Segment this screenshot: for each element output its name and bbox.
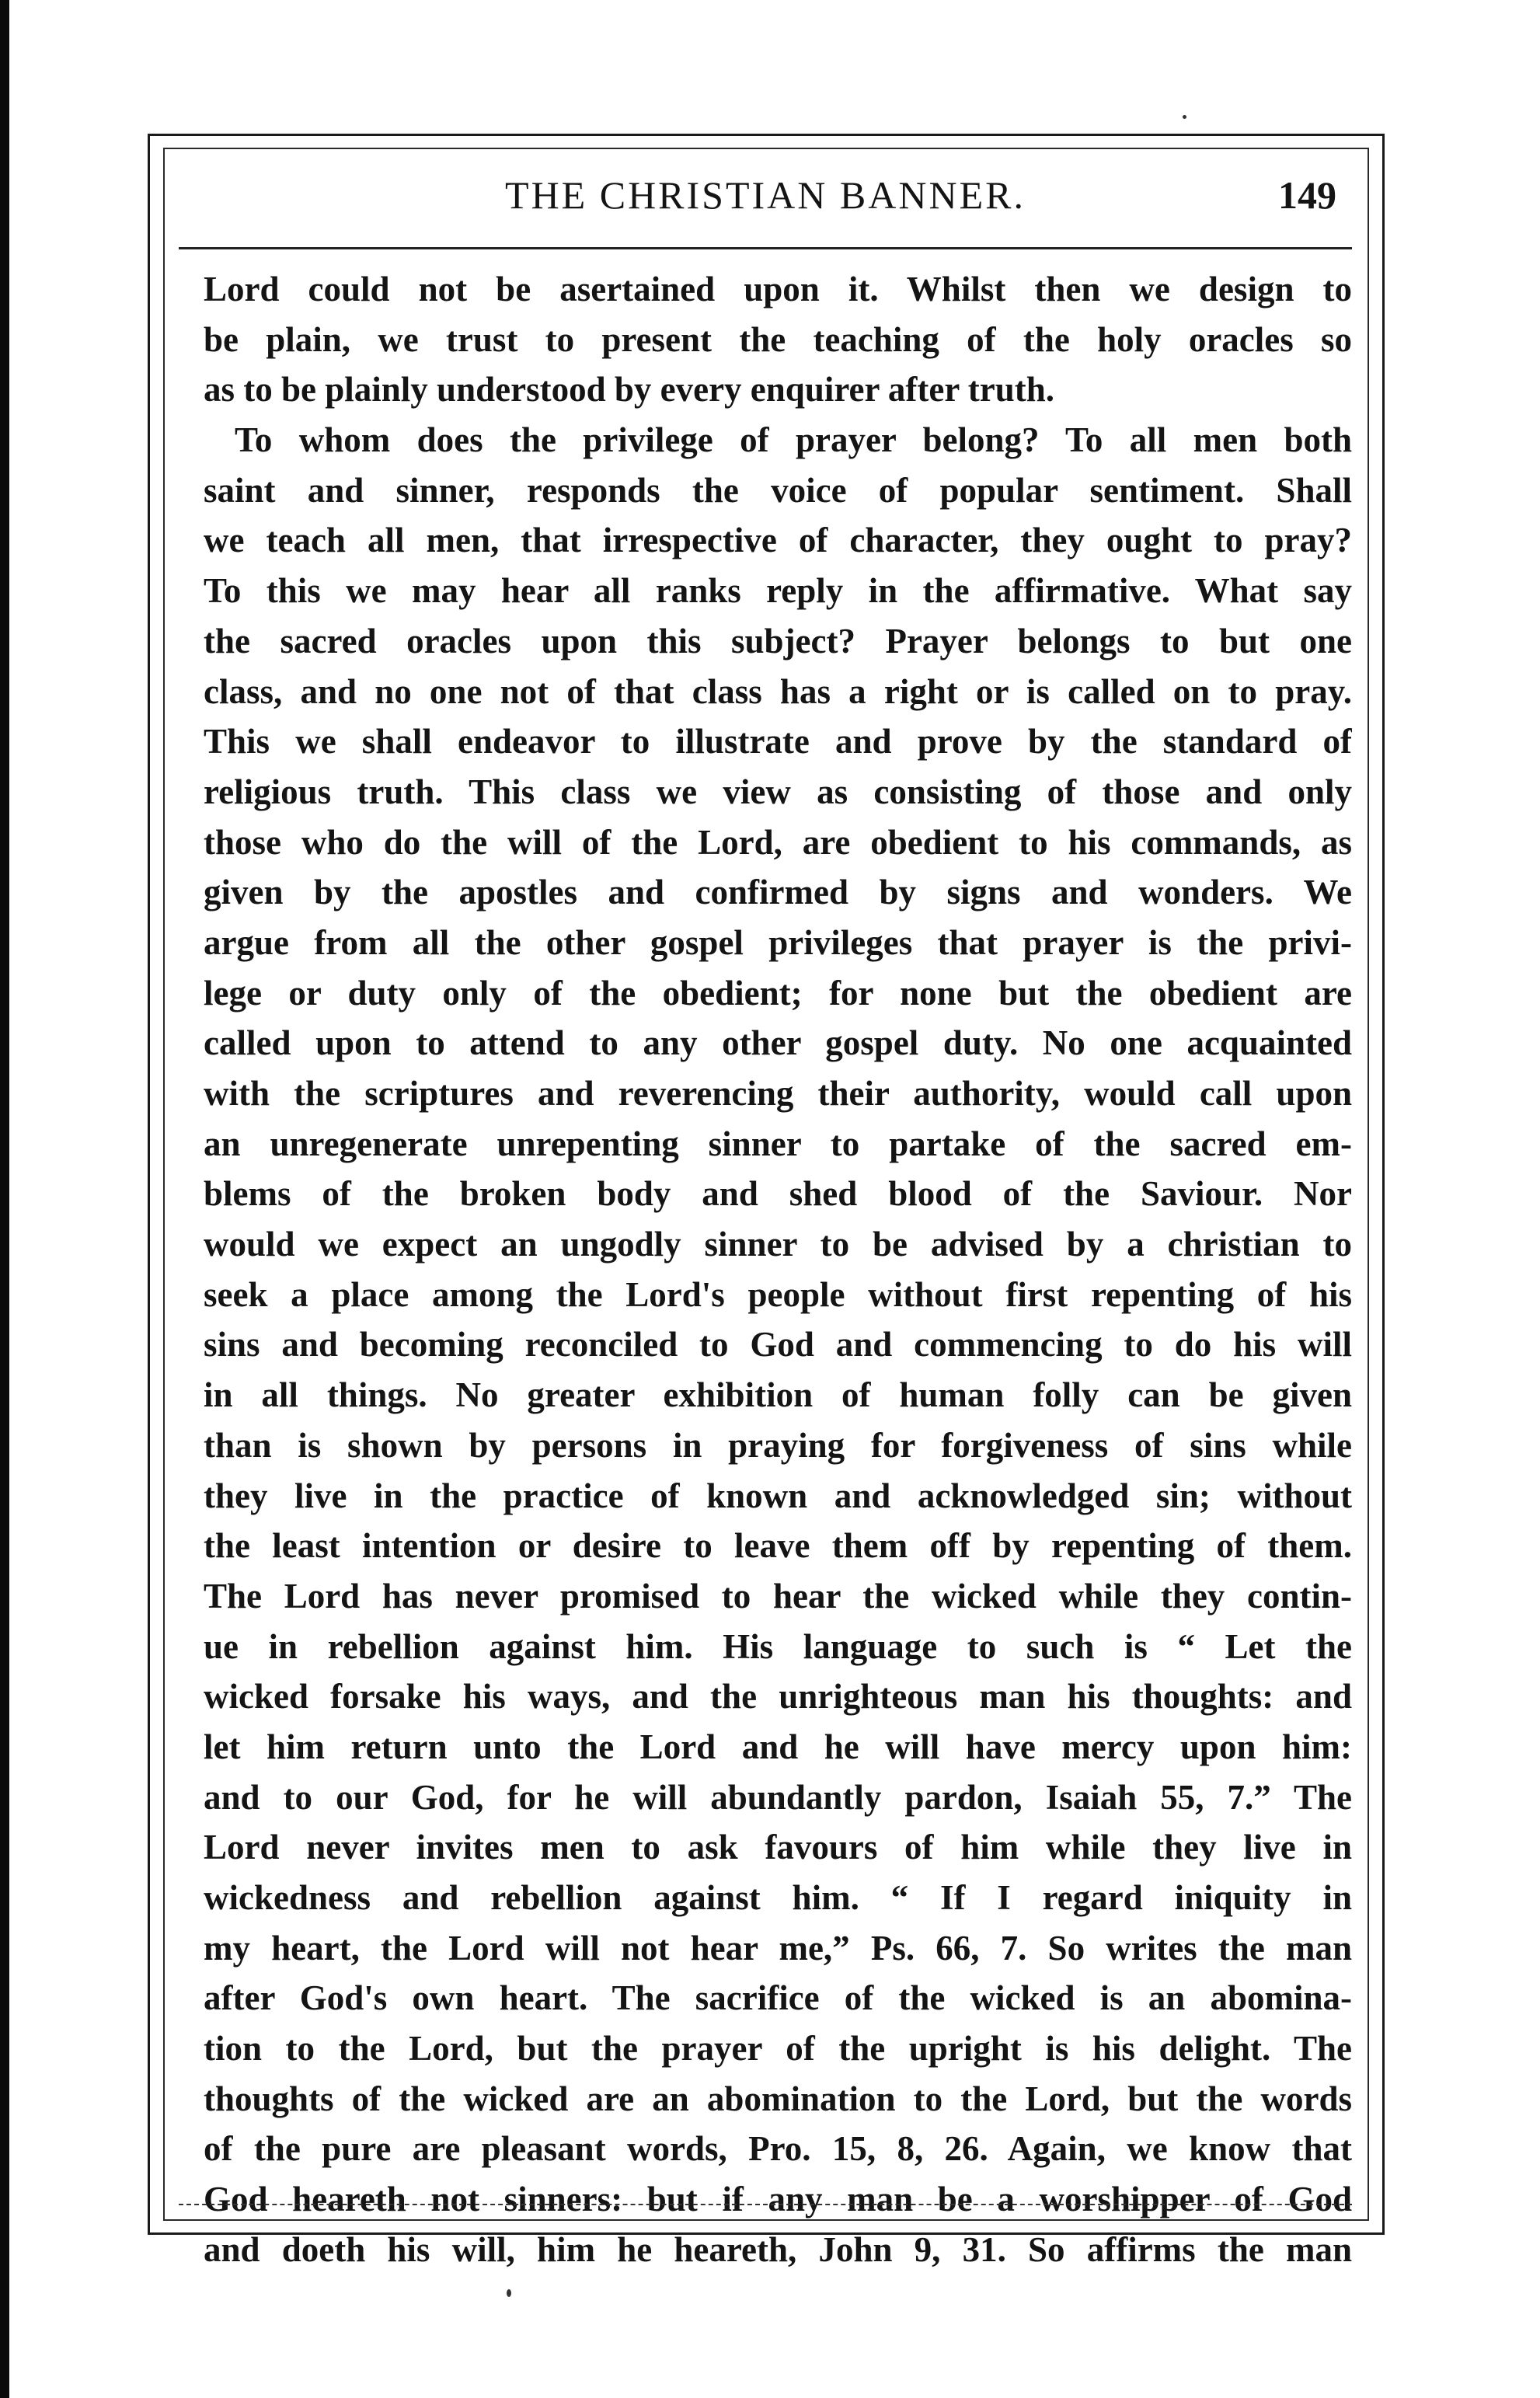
text-line: given by the apostles and confirmed by signs and wonders. We	[204, 873, 1352, 912]
text-line: my heart, the Lord will not hear me,” Ps. 66, 7. So writes the man	[204, 1928, 1352, 1968]
text-line: would we expect an ungodly sinner to be advised by a christian to	[204, 1225, 1352, 1264]
text-line: the sacred oracles upon this subject? Prayer belongs to but one	[204, 621, 1352, 660]
text-line: called upon to attend to any other gospel duty. No one acquainted	[204, 1023, 1352, 1063]
text-line: in all things. No greater exhibition of human folly can be given	[204, 1375, 1352, 1415]
text-line: as to be plainly understood by every enquirer after truth.	[204, 370, 1055, 410]
text-line: sins and becoming reconciled to God and commencing to do his will	[204, 1325, 1352, 1365]
text-line: ue in rebellion against him. His language to such is “ Let the	[204, 1626, 1352, 1666]
text-line: class, and no one not of that class has a right or is called on to pray.	[204, 671, 1352, 711]
text-line: the least intention or desire to leave them off by repenting of them.	[204, 1526, 1352, 1566]
text-line: of the pure are pleasant words, Pro. 15, 8, 26. Again, we know that	[204, 2129, 1352, 2169]
text-line: The Lord has never promised to hear the wicked while they contin-	[204, 1576, 1352, 1616]
text-line: To this we may hear all ranks reply in the affirmative. What say	[204, 571, 1352, 611]
body-text	[204, 264, 1352, 2275]
text-line: thoughts of the wicked are an abomination to the Lord, but the words	[204, 2079, 1352, 2118]
text-line: those who do the will of the Lord, are obedient to his commands, as	[204, 822, 1352, 862]
text-line: Lord could not be asertained upon it. Whilst then we design to	[204, 270, 1352, 308]
text-line: let him return unto the Lord and he will have mercy upon him:	[204, 1727, 1352, 1766]
text-line: lege or duty only of the obedient; for none but the obedient are	[204, 973, 1352, 1013]
text-line: an unregenerate unrepenting sinner to partake of the sacred em-	[204, 1124, 1352, 1163]
text-line: saint and sinner, responds the voice of popular sentiment. Shall	[204, 470, 1352, 510]
text-line: This we shall endeavor to illustrate and prove by the standard of	[204, 722, 1352, 762]
text-line: be plain, we trust to present the teaching of the holy oracles so	[204, 319, 1352, 359]
text-line: wicked forsake his ways, and the unrighteous man his thoughts: and	[204, 1677, 1352, 1717]
text-line: they live in the practice of known and acknowledged sin; without	[204, 1476, 1352, 1515]
scan-edge	[0, 0, 9, 2398]
text-line: after God's own heart. The sacrifice of the wicked is an abomina-	[204, 1978, 1352, 2018]
text-line: religious truth. This class we view as consisting of those and only	[204, 772, 1352, 811]
text-line: wickedness and rebellion against him. “ If I regard iniquity in	[204, 1878, 1352, 1917]
print-speck	[507, 2289, 511, 2297]
text-line: tion to the Lord, but the prayer of the upright is his delight. The	[204, 2029, 1352, 2069]
text-line: and to our God, for he will abundantly pardon, Isaiah 55, 7.” The	[204, 1777, 1352, 1817]
text-line: we teach all men, that irrespective of character, they ought to pray?	[204, 521, 1352, 560]
page-number: 149	[1278, 173, 1336, 217]
footer-rule	[179, 2204, 1352, 2205]
text-line: than is shown by persons in praying for forgiveness of sins while	[204, 1425, 1352, 1465]
text-line: blems of the broken body and shed blood of the Saviour. Nor	[204, 1174, 1352, 1214]
text-line: argue from all the other gospel privileges that prayer is the privi-	[204, 922, 1352, 962]
page-header	[179, 173, 1352, 227]
text-line: Lord never invites men to ask favours of him while they live in	[204, 1828, 1352, 1867]
running-title: THE CHRISTIAN BANNER.	[505, 173, 1026, 217]
print-speck	[1183, 115, 1186, 119]
header-rule	[179, 247, 1352, 249]
text-line: with the scriptures and reverencing their authority, would call upon	[204, 1074, 1352, 1113]
text-line: God heareth not sinners: but if any man be a worshipper of God	[204, 2180, 1352, 2219]
text-line: and doeth his will, him he heareth, John 9, 31. So affirms the man	[204, 2229, 1352, 2269]
text-line: seek a place among the Lord's people without first repenting of his	[204, 1274, 1352, 1314]
text-line: To whom does the privilege of prayer belong? To all men both	[235, 420, 1352, 460]
